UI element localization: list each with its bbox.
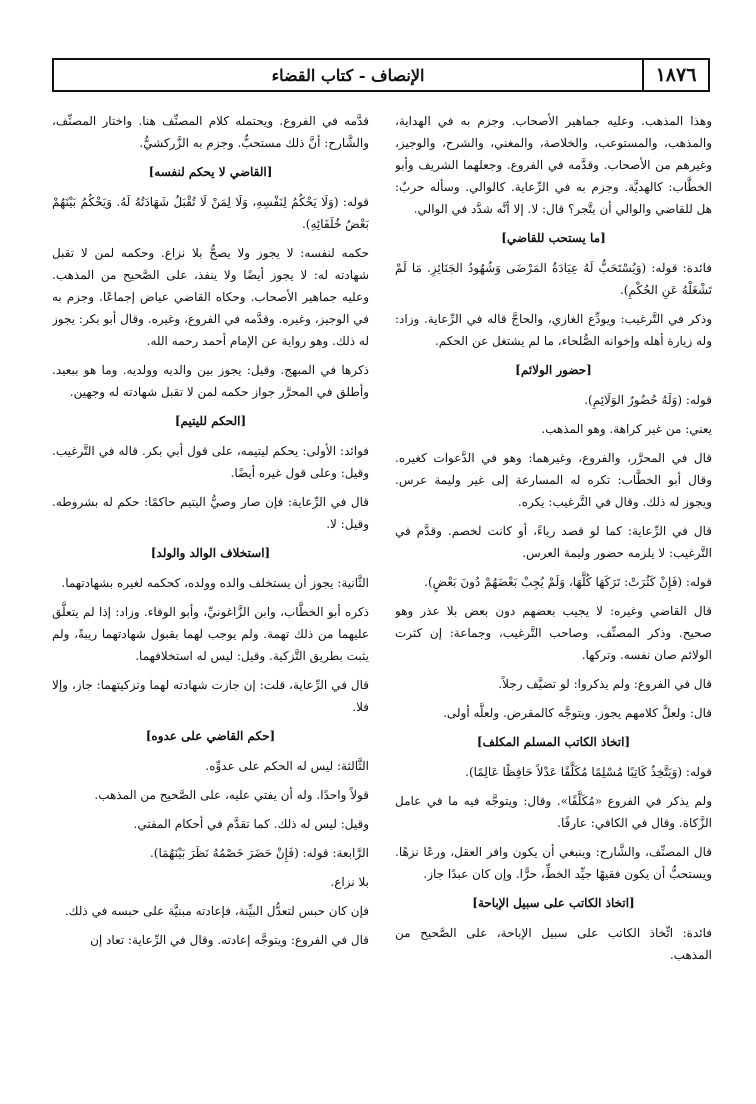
paragraph: حكمه لنفسه: لا يجوز ولا يصحُّ بلا نزاع. وحكمه لمن لا تقبل شهادته له: لا يجوز أيضًا ولا ينفذ، على الصَّحيح من المذهب. وعليه جماهير الأصحاب. وحكاه القاضي عياض إجماعًا. وجزم به في الوجيز، وغيره. وقدَّمه في الفروع، وغيره. وقال أبو بكر: يجوز له ذلك. وهو رواية عن الإمام أحمد رحمه الله. — [52, 246, 369, 348]
paragraph: فائدة: قوله: (وَيُسْتَحَبُّ لَهُ عِيَادَةُ المَرْضَى وَشُهُودُ الجَنَائِزِ. مَا لَمْ تَشْغَلْهُ عَنِ الحُكْمِ). — [395, 261, 712, 297]
paragraph: الثَّالثة: ليس له الحكم على عدوِّه. — [205, 759, 369, 773]
paragraph: قال في المحرَّر، والفروع، وغيرهما: وهو في الدَّعوات كغيره. وقال أبو الخطَّاب: تكره له المسارعة إلى غير وليمة عرس. ويجوز له ذلك. وقال في التَّرغيب: يكره. — [395, 451, 712, 509]
paragraph: قال في الرِّعاية: كما لو قصد رياءً، أو كانت لخصم. وقدَّم في التَّرغيب: لا يلزمه حضور وليمة العرس. — [395, 524, 712, 560]
paragraph: الرَّابعة: قوله: (فَإِنْ حَضَرَ خَصْمُهُ نَظَرَ بَيْنَهُمَا). — [149, 846, 369, 860]
section-heading: [حضور الولائم] — [515, 363, 592, 377]
paragraph: قولاً واحدًا. وله أن يفتي عليه، على الصَّحيح من المذهب. — [94, 788, 369, 802]
paragraph: قال في الرِّعاية، قلت: إن جازت شهادته لهما وتزكيتهما: جاز، وإلا فلا. — [52, 678, 369, 714]
page-header — [52, 58, 710, 92]
page-number: ١٨٧٦ — [642, 60, 708, 90]
paragraph: قال المصنِّف، والشَّارح: وينبغي أن يكون وافر العقل، ورعًا نزهًا. ويستحبُّ أن يكون فقيهًا جيِّد الخطِّ، حرًّا. وإن كان عبدًا جاز. — [395, 845, 712, 881]
section-heading: [ما يستحب للقاضي] — [501, 231, 606, 245]
running-title: الإنصاف - كتاب القضاء — [271, 65, 425, 85]
paragraph: ذكره أبو الخطَّاب، وابن الزَّاغونيِّ، وأبو الوفاء. وزاد: إذا لم يتعلَّق عليهما من ذلك تهمة. ولم يوجب لهما بقبول شهادتهما ريبةً، ولم يثبت بطريق التَّزكية. وقيل: ليس له استخلافهما. — [52, 605, 369, 663]
paragraph: الثَّانية: يجوز أن يستخلف والده وولده، كحكمه لغيره بشهادتهما. — [61, 576, 369, 590]
paragraph: قدَّمه في الفروع. ويحتمله كلام المصنِّف هنا. واختار المصنِّف، والشَّارح: أنَّ ذلك مستحبٌّ. وجزم به الزَّركشيُّ. — [52, 114, 369, 150]
section-heading: [اتخاذ الكاتب المسلم المكلف] — [476, 735, 631, 749]
paragraph: قال: ولعلَّ كلامهم يجوز. ويتوجَّه كالمقرض. ولعلَّه أولى. — [443, 706, 712, 720]
paragraph: قال القاضي وغيره: لا يجيب بعضهم دون بعض بلا عذر وهو صحيح. وذكر المصنِّف، وصاحب التَّرغيب، وجماعة: إن كثرت الولائم صان نفسه. وتركها. — [395, 604, 712, 662]
section-heading: [الحكم لليتيم] — [174, 414, 247, 428]
section-heading: [القاضي لا يحكم لنفسه] — [148, 165, 273, 179]
paragraph: قوله: (وَلَا يَحْكُمُ لِنَفْسِهِ، وَلَا لِمَنْ لَا تُقْبَلُ شَهَادَتُهُ لَهُ. وَيَحْكُمُ بَيْنَهُمْ بَعْضُ خُلَفَائِهِ). — [52, 195, 369, 231]
paragraph: قوله: (وَيَتَّخِذُ كَاتِبًا مُسْلِمًا مُكَلَّفًا عَدْلاً حَافِظًا عَالِمًا). — [465, 765, 712, 779]
paragraph: وهذا المذهب. وعليه جماهير الأصحاب. وجزم به في الهداية، والمذهب، والمستوعب، والخلاصة، والمغني، والشرح، والوجيز، وغيرهم من الأصحاب. وقدَّمه في الفروع. وجعلهما الشريف وأبو الخطَّاب: كالهديَّة. وجزم به في الرِّعاية. كالوالي. وسأله حربٌ: هل للقاضي والوالي أن يتَّجر؟ قال: لا. إلا أنَّه شدَّد في الوالي. — [395, 114, 712, 216]
paragraph: قال في الفروع: ويتوجَّه إعادته. وقال في الرِّعاية: تعاد إن — [90, 933, 369, 947]
section-heading: [استخلاف الوالد والولد] — [150, 546, 271, 560]
paragraph: ولم يذكر في الفروع «مُكَلَّفًا». وقال: ويتوجَّه فيه ما في عامل الزَّكاة. وقال في الكافي: عارفًا. — [395, 794, 712, 830]
paragraph: وقيل: ليس له ذلك. كما تقدَّم في أحكام المفتي. — [133, 817, 369, 831]
left-column — [52, 110, 369, 1085]
paragraph: فوائد: الأولى: يحكم ليتيمه، على قول أبي بكر. قاله في التَّرغيب. وقيل: وعلى قول غيره أيضًا. — [52, 444, 369, 480]
paragraph: قال في الفروع: ولم يذكروا: لو تضيَّف رجلاً. — [498, 677, 712, 691]
paragraph: ذكرها في المبهج. وقيل: يجوز بين والديه وولديه. وما هو ببعيد. وأطلق في المحرَّر جواز حكمه لمن لا تقبل شهادته له وجهين. — [52, 363, 369, 399]
paragraph: قوله: (وَلَهُ حُضُورُ الوَلَائِمِ). — [584, 393, 712, 407]
paragraph: يعني: من غير كراهة. وهو المذهب. — [541, 422, 712, 436]
paragraph: قوله: (فَإِنْ كَثُرَتْ: تَرَكَهَا كُلَّهَا، وَلَمْ يُجِبْ بَعْضَهُمْ دُونَ بَعْضٍ). — [424, 575, 712, 589]
paragraph: قال في الرِّعاية: فإن صار وصيُّ اليتيم حاكمًا: حكم له بشروطه. وقيل: لا. — [52, 495, 369, 531]
section-heading: [اتخاذ الكاتب على سبيل الإباحة] — [472, 896, 635, 910]
paragraph: فائدة: اتِّخاذ الكاتب على سبيل الإباحة، على الصَّحيح من المذهب. — [395, 926, 712, 962]
right-column — [395, 110, 712, 1085]
paragraph: وذكر في التَّرغيب: ويودِّع الغازي، والحاجَّ قاله في الرِّعاية. وزاد: وله زيارة أهله وإخوانه الصُّلحاء، ما لم يشتغل عن الحكم. — [395, 312, 712, 348]
section-heading: [حكم القاضي على عدوه] — [145, 729, 276, 743]
paragraph: فإن كان حبس لتعدُّل البيِّنة، فإعادته مبنيَّة على حبسه في ذلك. — [64, 904, 369, 918]
paragraph: بلا نزاع. — [330, 875, 369, 889]
